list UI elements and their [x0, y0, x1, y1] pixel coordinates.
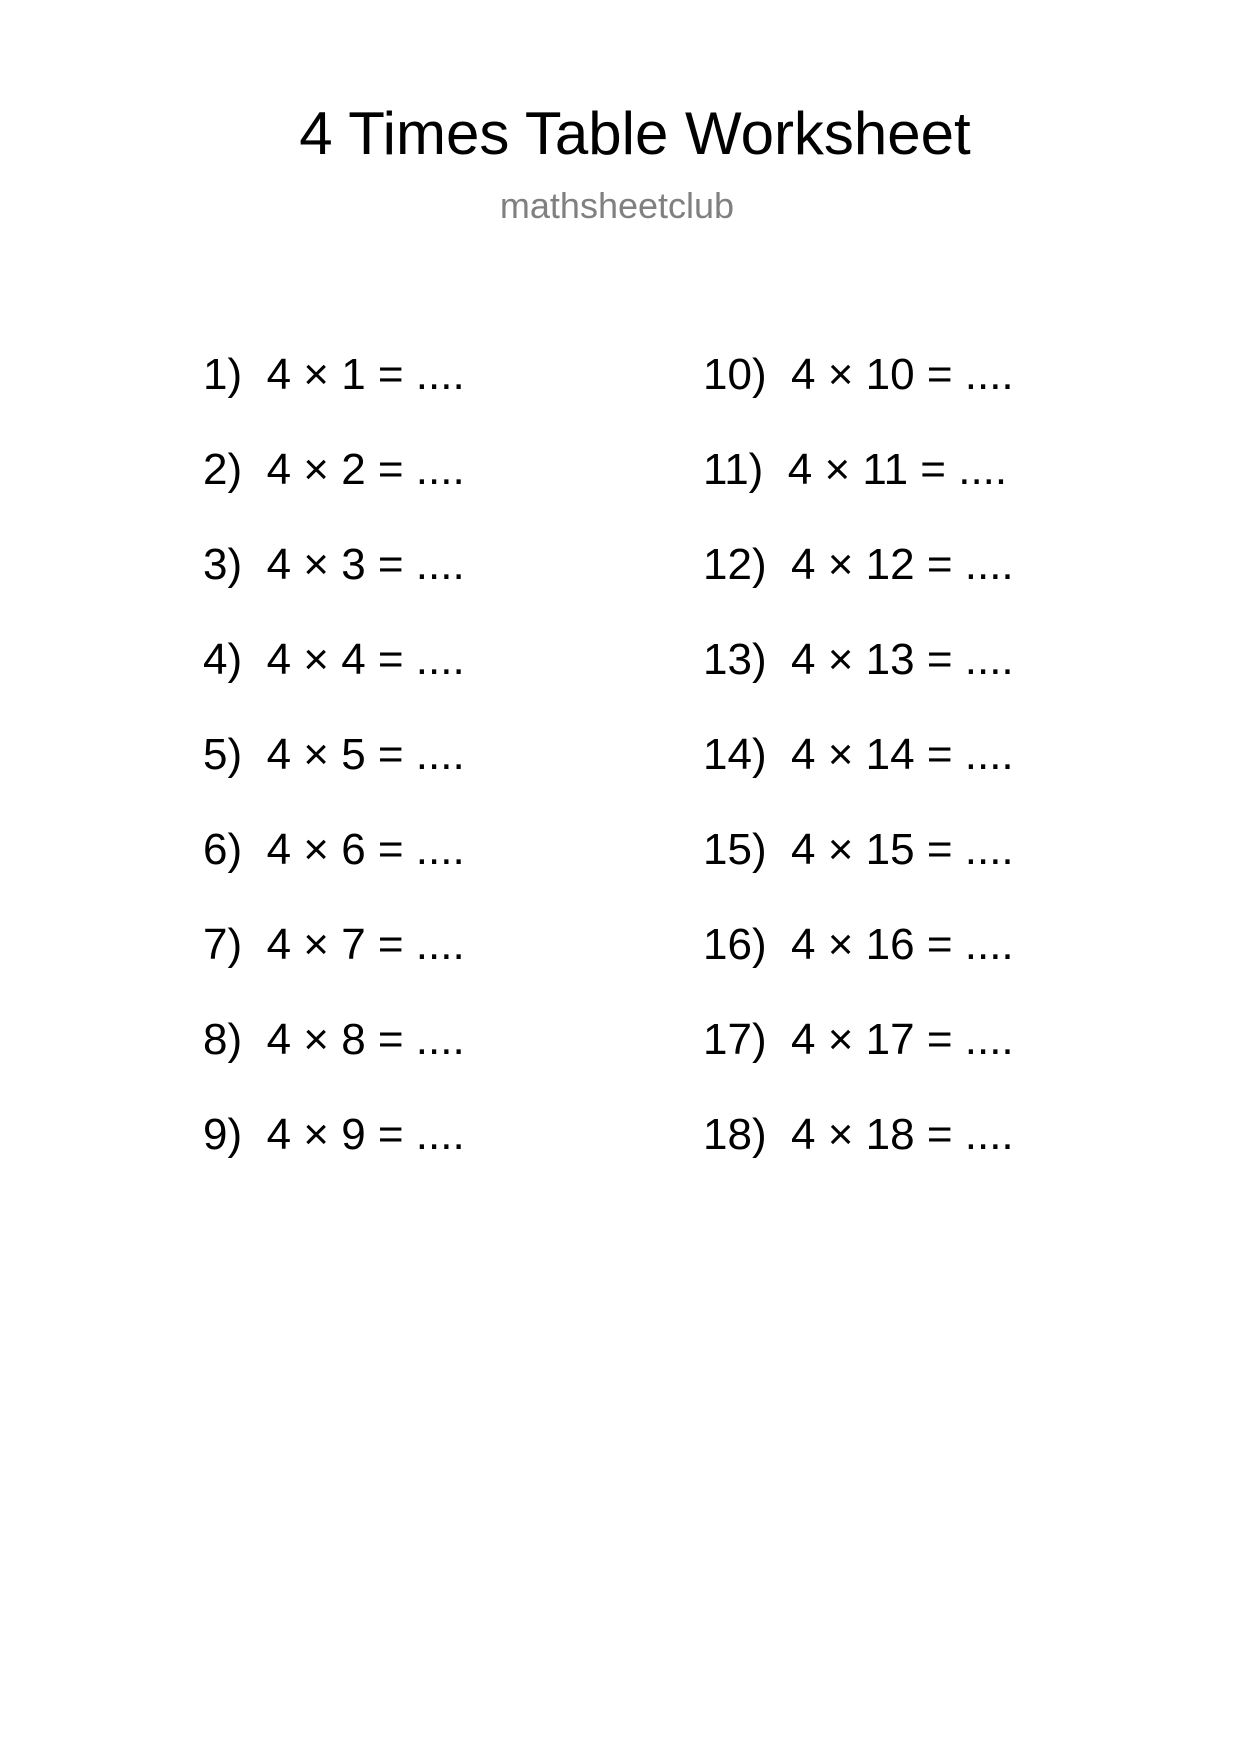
- problem-10: 10) 4 × 10 = ....: [703, 350, 1014, 399]
- problem-3: 3) 4 × 3 = ....: [203, 540, 465, 589]
- problem-11: 11) 4 × 11 = ....: [703, 445, 1008, 494]
- problem-5: 5) 4 × 5 = ....: [203, 730, 465, 779]
- problem-18: 18) 4 × 18 = ....: [703, 1110, 1014, 1159]
- worksheet-subtitle: mathsheetclub: [499, 185, 735, 226]
- problem-15: 15) 4 × 15 = ....: [703, 825, 1014, 874]
- problem-6: 6) 4 × 6 = ....: [203, 825, 465, 874]
- problem-16: 16) 4 × 16 = ....: [703, 920, 1014, 969]
- problem-13: 13) 4 × 13 = ....: [703, 635, 1014, 684]
- problem-17: 17) 4 × 17 = ....: [703, 1015, 1014, 1064]
- problem-8: 8) 4 × 8 = ....: [203, 1015, 465, 1064]
- problem-7: 7) 4 × 7 = ....: [203, 920, 465, 969]
- problem-4: 4) 4 × 4 = ....: [203, 635, 465, 684]
- problem-9: 9) 4 × 9 = ....: [203, 1110, 465, 1159]
- worksheet-title: 4 Times Table Worksheet: [299, 100, 971, 167]
- problem-12: 12) 4 × 12 = ....: [703, 540, 1014, 589]
- problem-14: 14) 4 × 14 = ....: [703, 730, 1014, 779]
- problem-2: 2) 4 × 2 = ....: [203, 445, 465, 494]
- problem-1: 1) 4 × 1 = ....: [203, 350, 465, 399]
